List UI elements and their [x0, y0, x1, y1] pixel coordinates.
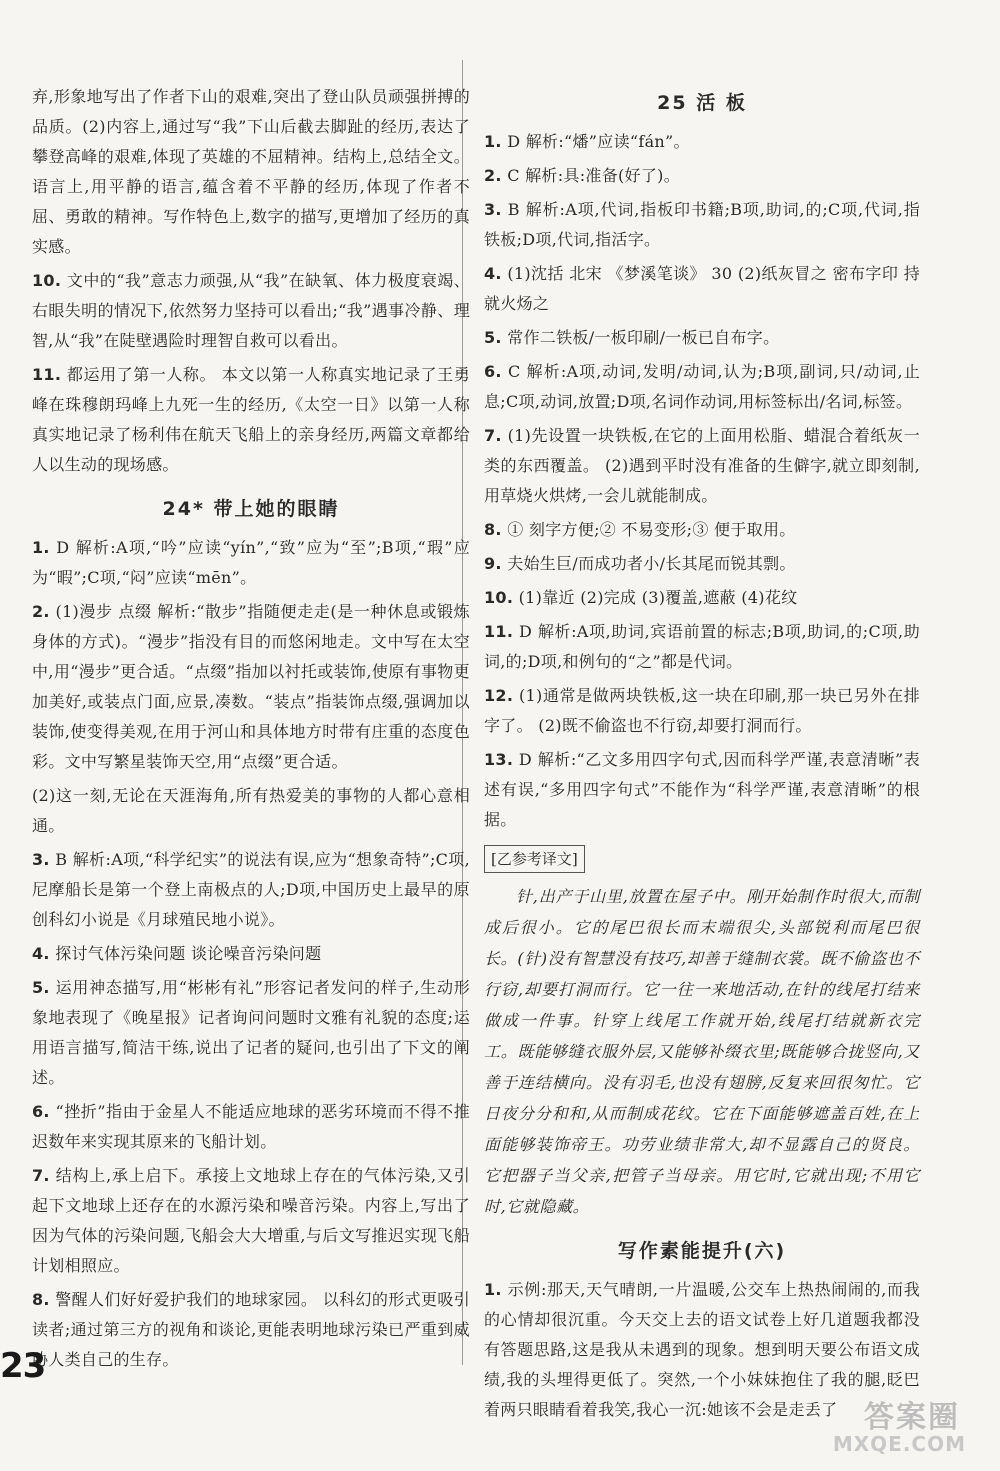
answer-number: 12.	[484, 686, 514, 705]
answer-number: 7.	[32, 1166, 50, 1185]
translation-text: 针,出产于山里,放置在屋子中。刚开始制作时很大,而制成后很小。它的尾巴很长而末端很尖,头部锐利而尾巴很长。(针)没有智慧没有技巧,却善于缝制衣裳。既不偷盗也不行窃,却要打洞而行。它一往一来地活动,在针的线尾打结来做成一件事。针穿上线尾工作就开始,线尾打结就新衣完工。既能够缝衣服外层,又能够补缀衣里;既能够合拢竖向,又善于连结横向。没有羽毛,也没有翅膀,反复来回很匆忙。它日夜分分和和,从而制成花纹。它在下面能够遮盖百姓,在上面能够装饰帝王。功劳业绩非常大,却不显露自己的贤良。它把器子当父亲,把管子当母亲。用它时,它就出现;不用它时,它就隐藏。	[484, 887, 920, 1216]
answer-item	[32, 939, 470, 969]
answer-text: (1)先设置一块铁板,在它的上面用松脂、蜡混合着纸灰一类的东西覆盖。 (2)遇到平时没有准备的生僻字,就立即刻制,用草烧火烘烤,一会儿就能制成。	[484, 426, 920, 505]
answer-text: 运用神态描写,用“彬彬有礼”形容记者发问的样子,生动形象地表现了《晚星报》记者询问问题时文雅有礼貌的态度;运用语言描写,简洁干练,说出了记者的疑问,也引出了下文的阐述。	[32, 978, 470, 1087]
page-number: 23	[0, 1346, 46, 1386]
answer-number: 7.	[484, 426, 502, 445]
answer-text: C 解析:A项,动词,发明/动词,认为;B项,副词,只/动词,止息;C项,动词,放置;D项,名词作动词,用标签标出/名词,标签。	[484, 362, 920, 411]
answer-text: (2)这一刻,无论在天涯海角,所有热爱美的事物的人都心意相通。	[32, 786, 470, 835]
answer-text: (1)漫步 点缀 解析:“散步”指随便走走(是一种休息或锻炼身体的方式)。“漫步”指没有目的而悠闲地走。文中写在太空中,用“漫步”更合适。“点缀”指加以衬托或装饰,使原有事物更加美好,或装点门面,应景,凑数。“装点”指装饰点缀,强调加以装饰,使变得美观,在用于河山和具体地方时带有庄重的态度色彩。文中写繁星装饰天空,用“点缀”更合适。	[32, 602, 470, 771]
answer-number: 1.	[484, 132, 502, 151]
answer-number: 3.	[484, 200, 502, 219]
answer-text: B 解析:A项,“科学纪实”的说法有误,应为“想象奇特”;C项,尼摩船长是第一个登上南极点的人;D项,中国历史上最早的原创科幻小说是《月球殖民地小说》。	[32, 850, 470, 929]
writing-answer-1	[484, 1275, 920, 1425]
answer-item	[484, 617, 920, 677]
right-answer-list	[484, 127, 920, 835]
answer-number: 4.	[484, 264, 502, 283]
answer-item	[32, 973, 470, 1093]
answer-number: 4.	[32, 944, 50, 963]
answer-number: 5.	[32, 978, 50, 997]
answer-number: 2.	[484, 166, 502, 185]
answer-item	[484, 549, 920, 579]
answer-item	[484, 357, 920, 417]
answer-number: 11.	[484, 622, 514, 641]
answer-text: (1)通常是做两块铁板,这一块在印刷,那一块已另外在排字了。 (2)既不偷盗也不行窃,却要打洞而行。	[484, 686, 921, 735]
answer-text: “挫折”指由于金星人不能适应地球的恶劣环境而不得不推迟数年来实现其原来的飞船计划。	[32, 1102, 470, 1151]
answer-text: D 解析:“燔”应读“fán”。	[507, 132, 690, 151]
answer-item	[32, 1285, 470, 1375]
answer-text: D 解析:A项,助词,宾语前置的标志;B项,助词,的;C项,助词,的;D项,和例句的“之”都是代词。	[484, 622, 920, 671]
watermark-logo: 答案圈	[864, 1400, 960, 1435]
answer-number: 8.	[32, 1290, 50, 1309]
answer-number: 11.	[32, 365, 62, 384]
left-answer-list	[32, 533, 470, 1375]
answer-item	[484, 421, 920, 511]
answer-text: 结构上,承上启下。承接上文地球上存在的气体污染,又引起下文地球上还存在的水源污染和噪音污染。内容上,写出了因为气体的污染问题,飞船会大大增重,与后文写推迟实现飞船计划相照应。	[32, 1166, 470, 1275]
answer-text: 警醒人们好好爱护我们的地球家园。 以科幻的形式更吸引读者;通过第三方的视角和谈论,更能表明地球污染已严重到威胁人类自己的生存。	[32, 1290, 471, 1369]
answer-item	[484, 161, 920, 191]
answer-text: 示例:那天,天气晴朗,一片温暖,公交车上热热闹闹的,而我的心情却很沉重。今天交上去的语文试卷上好几道题我都没有答题思路,这是我从未遇到的现象。想到明天要公布语文成绩,我的头埋得更低了。突然,一个小妹妹抱住了我的腿,眨巴着两只眼睛看着我笑,我心一沉:她该不会是走丢了	[484, 1280, 921, 1419]
answer-number: 2.	[32, 602, 50, 621]
answer-number: 13.	[484, 750, 514, 769]
answer-number: 5.	[484, 328, 502, 347]
answer-item	[484, 195, 920, 255]
answer-text: (1)靠近 (2)完成 (3)覆盖,遮蔽 (4)花纹	[518, 588, 798, 607]
answer-number: 9.	[484, 554, 502, 573]
answer-number: 10.	[484, 588, 514, 607]
answer-text: B 解析:A项,代词,指板印书籍;B项,助词,的;C项,代词,指铁板;D项,代词,指活字。	[484, 200, 921, 249]
answer-item	[484, 681, 920, 741]
intro-paragraph: 弃,形象地写出了作者下山的艰难,突出了登山队员顽强拼搏的品质。(2)内容上,通过写“我”下山后截去脚趾的经历,表达了攀登高峰的艰难,体现了英雄的不屈精神。结构上,总结全文。语言上,用平静的语言,蕴含着不平静的经历,体现了作者不屈、勇敢的精神。写作特色上,数字的描写,更增加了经历的真实感。	[32, 87, 470, 256]
answer-text: D 解析:“乙文多用四字句式,因而科学严谨,表意清晰”表述有误,“多用四字句式”不能作为“科学严谨,表意清晰”的根据。	[484, 750, 920, 829]
answer-item	[484, 323, 920, 353]
answer-item	[484, 745, 920, 835]
answer-item	[32, 1097, 470, 1157]
answer-text: 夫始生巨/而成功者小/长其尾而锐其剽。	[507, 554, 796, 573]
answer-text: 常作二铁板/一板印刷/一板已自布字。	[507, 328, 780, 347]
answer-item	[32, 845, 470, 935]
answer-text: (1)沈括 北宋 《梦溪笔谈》 30 (2)纸灰冒之 密布字印 持就火炀之	[484, 264, 921, 313]
section-heading-25: 25 活 板	[657, 92, 747, 114]
answer-number: 1.	[484, 1280, 502, 1299]
answer-number: 10.	[32, 271, 62, 290]
answer-item	[484, 583, 920, 613]
answer-item	[32, 533, 470, 593]
answer-item	[32, 781, 470, 841]
section-heading-writing: 写作素能提升(六)	[617, 1240, 787, 1262]
answer-text: ① 刻字方便;② 不易变形;③ 便于取用。	[507, 520, 796, 539]
answer-text: 文中的“我”意志力顽强,从“我”在缺氧、体力极度衰竭、右眼失明的情况下,依然努力坚持可以看出;“我”遇事冷静、理智,从“我”在陡壁遇险时理智自救可以看出。	[32, 271, 470, 350]
translation-tag: [乙参考译文]	[484, 845, 585, 873]
answer-text: 都运用了第一人称。 本文以第一人称真实地记录了王勇峰在珠穆朗玛峰上九死一生的经历,《太空一日》以第一人称真实地记录了杨利伟在航天飞船上的亲身经历,两篇文章都给人以生动的现场感。	[32, 365, 471, 474]
answer-number: 1.	[32, 538, 50, 557]
answer-10	[32, 266, 470, 356]
answer-item	[484, 259, 920, 319]
left-column	[32, 82, 470, 1379]
answer-text: D 解析:A项,“吟”应读“yín”,“致”应为“至”;B项,“瑕”应为“暇”;C项,“闷”应读“mēn”。	[32, 538, 471, 587]
answer-item	[32, 1161, 470, 1281]
watermark-url: MXQE.COM	[832, 1432, 966, 1456]
answer-number: 8.	[484, 520, 502, 539]
answer-item	[32, 597, 470, 777]
answer-11	[32, 360, 470, 480]
section-heading-24: 24* 带上她的眼睛	[162, 498, 340, 520]
answer-number: 3.	[32, 850, 50, 869]
answer-text: 探讨气体污染问题 谈论噪音污染问题	[55, 944, 322, 963]
answer-number: 6.	[484, 362, 502, 381]
answer-text: C 解析:具:准备(好了)。	[507, 166, 680, 185]
answer-item	[484, 515, 920, 545]
answer-number: 6.	[32, 1102, 50, 1121]
answer-item	[484, 127, 920, 157]
right-column	[484, 88, 920, 1429]
